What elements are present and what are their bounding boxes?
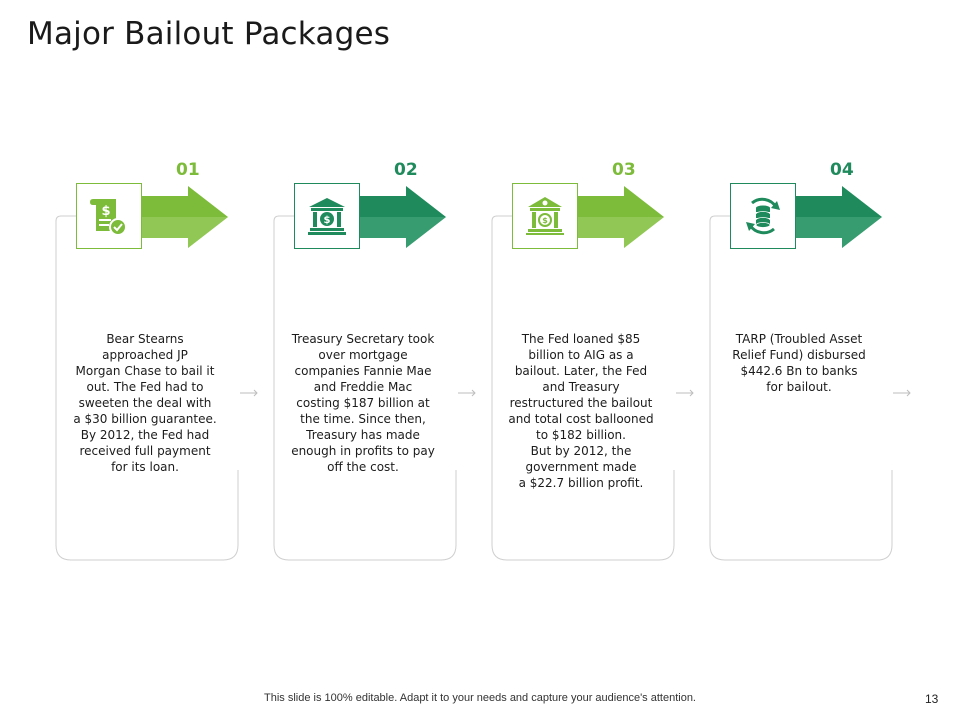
step-number: 04 <box>830 160 854 180</box>
step-card-4 <box>709 0 909 720</box>
icon-box <box>76 183 142 249</box>
receipt-dollar-check-icon <box>86 193 132 239</box>
connector-arrow <box>676 388 696 398</box>
connector-arrow <box>240 388 260 398</box>
page-title: Major Bailout Packages <box>27 16 391 52</box>
connector-arrow <box>458 388 478 398</box>
step-number: 03 <box>612 160 636 180</box>
page-number: 13 <box>925 692 939 706</box>
icon-box <box>294 183 360 249</box>
step-description: Treasury Secretary took over mortgage companies Fannie Mae and Freddie Mac costing $187 billion at the time. Since then, Treasury has made enough in profits to pay off the cost. <box>291 332 435 474</box>
step-number: 02 <box>394 160 418 180</box>
step-description: Bear Stearns approached JP Morgan Chase to bail it out. The Fed had to sweeten the deal with a $30 billion guarantee. By 2012, the Fed had received full payment for its loan. <box>73 332 217 474</box>
svg-text:$: $ <box>101 204 111 219</box>
step-card-3 <box>491 0 691 720</box>
coins-refresh-icon <box>740 193 786 239</box>
step-description: TARP (Troubled Asset Relief Fund) disbursed $442.6 Bn to banks for bailout. <box>732 332 866 394</box>
bank-building-icon <box>522 193 568 239</box>
bank-dollar-icon <box>304 193 350 239</box>
step-card-2 <box>273 0 473 720</box>
step-description: The Fed loaned $85 billion to AIG as a bailout. Later, the Fed and Treasury restructured the bailout and total cost ballooned to $182 billion. But by 2012, the government made a $22.7 billion profit. <box>508 332 654 490</box>
svg-text:$: $ <box>323 215 331 226</box>
connector-arrow <box>893 388 913 398</box>
icon-box <box>730 183 796 249</box>
svg-text:$: $ <box>542 216 548 225</box>
footer-note: This slide is 100% editable. Adapt it to your needs and capture your audience's attention. <box>264 692 696 704</box>
step-number: 01 <box>176 160 200 180</box>
step-card-1 <box>55 0 255 720</box>
icon-box <box>512 183 578 249</box>
